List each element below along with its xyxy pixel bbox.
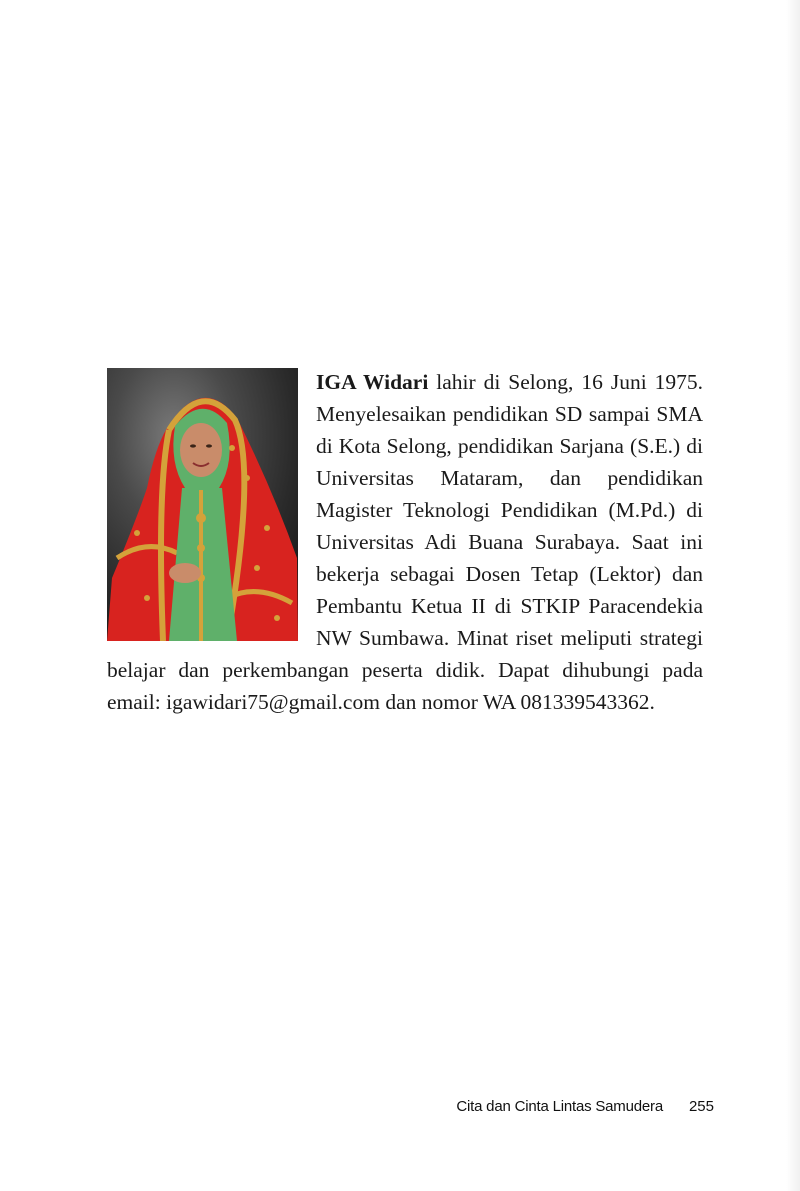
page-edge-shadow xyxy=(786,0,800,1191)
page-number: 255 xyxy=(688,1098,714,1115)
author-name: IGA Widari xyxy=(316,370,429,394)
running-footer-title: Cita dan Cinta Lintas Samudera xyxy=(456,1098,663,1115)
author-portrait xyxy=(107,368,298,641)
page-footer xyxy=(456,1098,714,1115)
author-portrait-illustration xyxy=(107,368,298,641)
author-bio xyxy=(107,366,703,718)
author-bio-body: lahir di Selong, 16 Juni 1975. Menyelesaikan pendidikan SD sampai SMA di Kota Selong, pendidikan Sarjana (S.E.) di Universitas Mataram, dan pendidikan Magister Teknologi Pendidikan (M.Pd.) di Universitas Adi Buana Surabaya. Saat ini bekerja sebagai Dosen Tetap (Lektor) dan Pembantu Ketua II di STKIP Paracendekia NW Sumbawa. Minat riset meliputi strategi belajar dan perkembangan peserta didik. Dapat dihubungi pada email: igawidari75@gmail.com dan nomor WA 081339543362. xyxy=(107,370,703,714)
